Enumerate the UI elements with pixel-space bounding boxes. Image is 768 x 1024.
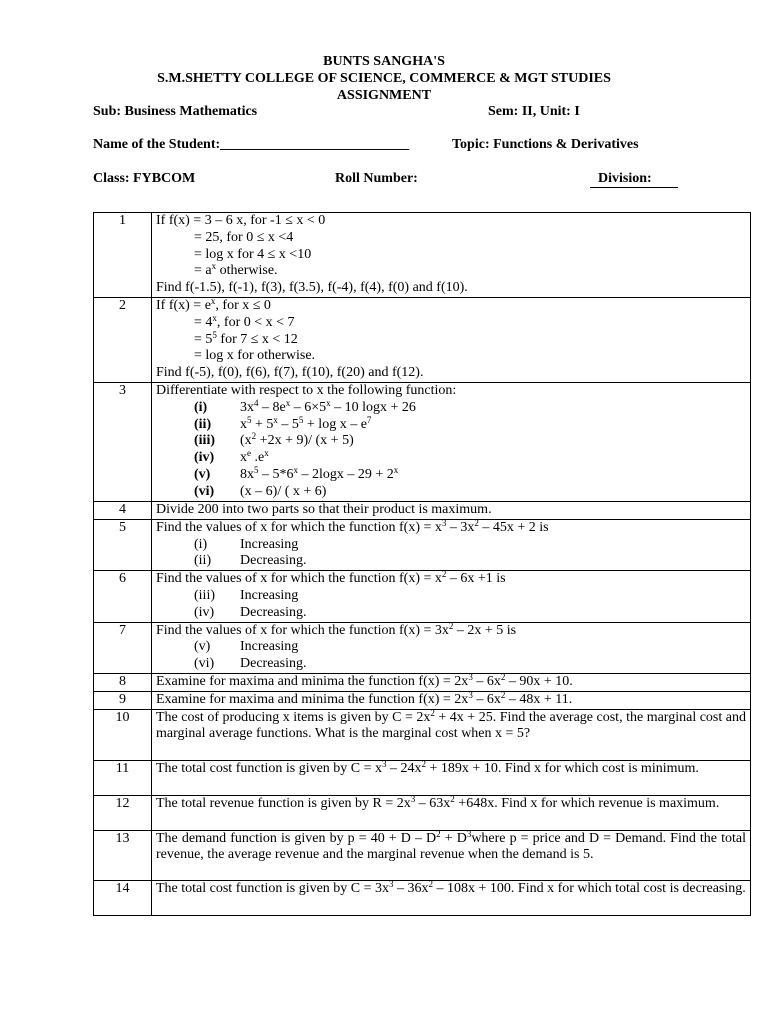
- question-row: [94, 298, 751, 383]
- question-text: [152, 795, 751, 830]
- sub-item-expression: $x^5 + 5^x - 5^5 + \log x - e^7$: [240, 414, 372, 432]
- question-line: If f(x) = 3 – 6 x, for -1 ≤ x < 0: [156, 213, 326, 228]
- question-number: 14: [94, 880, 152, 915]
- question-text: [152, 622, 751, 673]
- question-number: 12: [94, 795, 152, 830]
- question-text: [152, 383, 751, 502]
- question-text: [152, 673, 751, 691]
- question-line: = $4^x$, for 0 < x < 7: [194, 312, 295, 330]
- division-label: Division:: [598, 171, 652, 186]
- class-label: Class: FYBCOM: [93, 171, 196, 186]
- sub-item-expression: $3x^4 - 8e^x - 6\times 5^x - 10$ logx + 26: [240, 397, 416, 415]
- question-row: [94, 213, 751, 298]
- question-row: [94, 795, 751, 830]
- sub-item: [156, 484, 746, 501]
- question-line: The total cost function is given by $C = 3x^3 - 36x^2 - 108x + 100$. Find x for which total cost is decreasing.: [156, 878, 746, 896]
- sub-item: [156, 464, 746, 484]
- question-line: Find the values of x for which the function $f(x) = x^2 - 6x +1$ is: [156, 569, 506, 587]
- question-line: = 25, for 0 ≤ x <4: [194, 229, 294, 245]
- question-row: [94, 760, 751, 795]
- sub-item: [156, 537, 746, 554]
- question-number: 8: [94, 673, 152, 691]
- question-number: 10: [94, 709, 152, 760]
- subject-label: Sub: Business Mathematics: [93, 104, 258, 119]
- sub-item: [156, 553, 746, 570]
- question-text: [152, 880, 751, 915]
- sub-item: [156, 639, 746, 656]
- question-number: 13: [94, 830, 152, 880]
- sub-item-label: (i): [194, 536, 208, 552]
- sub-item-expression: (x – 6)/ ( x + 6): [240, 483, 327, 499]
- question-line: The cost of producing x items is given by $C = 2x^2 + 4x + 25$. Find the average cost, the marginal cost and marginal average functions. What is the marginal cost when x = 5?: [156, 707, 746, 742]
- sub-item-expression: $x^e$ $.e^x$: [240, 448, 269, 466]
- sub-item-expression: Decreasing.: [240, 553, 307, 569]
- sub-item: [156, 605, 746, 622]
- question-row: [94, 880, 751, 915]
- question-text: [152, 830, 751, 880]
- question-line: = $5^5$ for 7 ≤ x < 12: [194, 329, 298, 347]
- question-number: 7: [94, 622, 152, 673]
- question-row: [94, 691, 751, 709]
- question-row: [94, 383, 751, 502]
- question-line: Examine for maxima and minima the function $f(x) = 2x^3 - 6x^2 - 90x + 10$.: [156, 671, 573, 689]
- question-row: [94, 673, 751, 691]
- question-line: Find the values of x for which the function $f(x) = 3x^2 - 2x + 5$ is: [156, 620, 517, 638]
- sub-item-expression: Increasing: [240, 536, 299, 552]
- question-text: [152, 519, 751, 570]
- question-row: [94, 830, 751, 880]
- question-number: 9: [94, 691, 152, 709]
- questions-table: [93, 212, 751, 916]
- division-underline: [590, 187, 678, 188]
- question-number: 1: [94, 213, 152, 298]
- sub-item: [156, 656, 746, 673]
- question-line: The total revenue function is given by $R = 2x^3 - 63x^2 +648x$. Find x for which revenue is maximum.: [156, 793, 720, 811]
- sub-item-label: (v): [194, 466, 211, 482]
- question-line: If $f(x) = e^x$, for x ≤ 0: [156, 296, 271, 313]
- question-number: 4: [94, 502, 152, 520]
- question-row: [94, 571, 751, 622]
- sub-item: [156, 433, 746, 450]
- sub-item-label: (ii): [194, 553, 212, 569]
- college-name: S.M.SHETTY COLLEGE OF SCIENCE, COMMERCE & MGT STUDIES: [157, 71, 611, 86]
- question-line: Differentiate with respect to x the following function:: [156, 383, 457, 398]
- student-name-label: Name of the Student:___________________________: [93, 137, 410, 152]
- college-group-name: BUNTS SANGHA'S: [323, 54, 445, 69]
- question-number: 2: [94, 298, 152, 383]
- question-text: [152, 571, 751, 622]
- sub-item-expression: $8x^5 - 5*6^x - 2\log x - 29 + 2^x$: [240, 464, 399, 482]
- question-number: 5: [94, 519, 152, 570]
- sub-item: [156, 397, 746, 417]
- sub-item-expression: $(x^2 +2x + 9)/$ (x + 5): [240, 431, 354, 449]
- sub-item-expression: Decreasing.: [240, 604, 307, 620]
- question-text: [152, 760, 751, 795]
- question-row: [94, 622, 751, 673]
- question-row: [94, 519, 751, 570]
- question-line: The demand function is given by $p = 40 + D - D^2$ + $D^3where$ p = price and D = Demand. Find the total revenue, the average revenue and the marginal revenue when the demand is 5.: [156, 828, 746, 863]
- question-line: The total cost function is given by $C = x^3 - 24x^2 + 189x + 10$. Find x for which cost is minimum.: [156, 758, 699, 776]
- topic-label: Topic: Functions & Derivatives: [452, 137, 639, 152]
- sub-item-label: (iv): [194, 604, 215, 620]
- sub-item-label: (iii): [194, 433, 215, 449]
- sub-item-expression: Increasing: [240, 639, 299, 655]
- question-number: 11: [94, 760, 152, 795]
- question-line: Examine for maxima and minima the function $f(x) = 2x^3 - 6x^2 - 48x + 11$.: [156, 689, 573, 707]
- sub-item-label: (vi): [194, 656, 215, 672]
- sub-item-label: (vi): [194, 483, 215, 499]
- sub-item: [156, 450, 746, 467]
- question-text: [152, 691, 751, 709]
- question-line: = $a^x$ otherwise.: [194, 261, 278, 279]
- question-row: [94, 502, 751, 520]
- sub-item: [156, 588, 746, 605]
- document-title: ASSIGNMENT: [336, 88, 432, 103]
- question-number: 6: [94, 571, 152, 622]
- question-row: [94, 709, 751, 760]
- question-line: Find the values of x for which the function $f(x) = x^3 - 3x^2 - 45x + 2$ is: [156, 517, 549, 535]
- roll-number-label: Roll Number:: [335, 171, 418, 186]
- sub-item: [156, 414, 746, 434]
- sub-item-label: (iii): [194, 587, 215, 603]
- question-line: Find f(-5), f(0), f(6), f(7), f(10), f(20) and f(12).: [156, 365, 424, 381]
- sub-item-expression: Increasing: [240, 587, 299, 603]
- question-text: [152, 298, 751, 383]
- question-text: [152, 709, 751, 760]
- question-text: [152, 502, 751, 520]
- sub-item-label: (iv): [194, 450, 215, 466]
- semester-label: Sem: II, Unit: I: [488, 104, 580, 119]
- sub-item-expression: Decreasing.: [240, 656, 307, 672]
- question-number: 3: [94, 383, 152, 502]
- question-line: Find f(-1.5), f(-1), f(3), f(3.5), f(-4), f(4), f(0) and f(10).: [156, 280, 468, 296]
- sub-item-label: (v): [194, 639, 211, 655]
- sub-item-label: (i): [194, 399, 208, 415]
- question-text: [152, 213, 751, 298]
- question-line: Divide 200 into two parts so that their product is maximum.: [156, 502, 492, 517]
- sub-item-label: (ii): [194, 416, 212, 432]
- question-line: = log x for 4 ≤ x <10: [194, 246, 312, 262]
- question-line: = log x for otherwise.: [194, 348, 316, 364]
